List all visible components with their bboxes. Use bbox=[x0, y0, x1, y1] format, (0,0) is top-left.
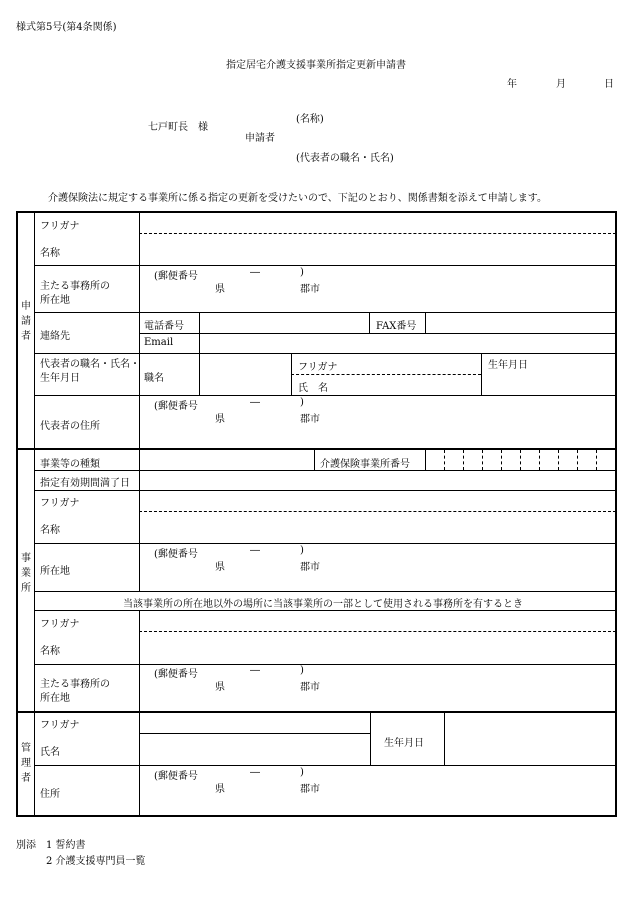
applicant-name-label: (名称) bbox=[296, 114, 324, 125]
office2-main-label-2: 所在地 bbox=[40, 693, 70, 704]
fax-label: FAX番号 bbox=[376, 321, 417, 332]
manager-postal-dash: ― bbox=[250, 767, 260, 778]
contact-label: 連絡先 bbox=[40, 331, 70, 342]
rep-postal-label: (郵便番号 bbox=[154, 401, 198, 412]
section-manager: 管 理 者 bbox=[21, 743, 31, 784]
office-furigana-label: フリガナ bbox=[40, 498, 80, 509]
rep-furigana-label: フリガナ bbox=[298, 362, 338, 373]
main-office-label-2: 所在地 bbox=[40, 295, 70, 306]
manager-prefecture-label: 県 bbox=[215, 784, 225, 795]
office2-prefecture-label: 県 bbox=[215, 682, 225, 693]
attachment-item-2: 2 介護支援専門員一覧 bbox=[46, 856, 146, 867]
office2-postal-dash: ― bbox=[250, 665, 260, 676]
rep-city-label: 郡市 bbox=[300, 414, 320, 425]
manager-address-label: 住所 bbox=[40, 789, 60, 800]
business-type-label: 事業等の種類 bbox=[40, 459, 100, 470]
office2-city-label: 郡市 bbox=[300, 682, 320, 693]
manager-furigana-label: フリガナ bbox=[40, 720, 80, 731]
email-label: Email bbox=[144, 337, 174, 348]
manager-postal-label: (郵便番号 bbox=[154, 771, 198, 782]
section-office: 事 業 所 bbox=[21, 553, 31, 594]
date-month-label: 月 bbox=[556, 79, 566, 90]
rep-info-label-1: 代表者の職名・氏名・ bbox=[40, 359, 140, 370]
rep-title-label: 職名 bbox=[144, 373, 164, 384]
other-office-note: 当該事業所の所在地以外の場所に当該事業所の一部として使用される事務所を有するとき bbox=[123, 599, 523, 610]
representative-label: (代表者の職名・氏名) bbox=[296, 153, 394, 164]
manager-city-label: 郡市 bbox=[300, 784, 320, 795]
office2-postal-label: (郵便番号 bbox=[154, 669, 198, 680]
office-name-label: 名称 bbox=[40, 525, 60, 536]
postal-dash: ― bbox=[250, 267, 260, 278]
manager-postal-close: ) bbox=[300, 767, 304, 778]
document-title: 指定居宅介護支援事業所指定更新申請書 bbox=[226, 60, 406, 71]
office-postal-close: ) bbox=[300, 545, 304, 556]
attachment-item-1: 1 誓約書 bbox=[46, 840, 86, 851]
date-day-label: 日 bbox=[604, 79, 614, 90]
rep-postal-dash: ― bbox=[250, 397, 260, 408]
city-label: 郡市 bbox=[300, 284, 320, 295]
intro-text: 介護保険法に規定する事業所に係る指定の更新を受けたいので、下記のとおり、関係書類を添えて申請します。 bbox=[48, 193, 547, 204]
office-prefecture-label: 県 bbox=[215, 562, 225, 573]
office-postal-label: (郵便番号 bbox=[154, 549, 198, 560]
rep-birth-label: 生年月日 bbox=[488, 360, 528, 371]
rep-prefecture-label: 県 bbox=[215, 414, 225, 425]
office2-postal-close: ) bbox=[300, 665, 304, 676]
attachments-label: 別添 bbox=[16, 840, 36, 851]
office-city-label: 郡市 bbox=[300, 562, 320, 573]
expiry-date-label: 指定有効期間満了日 bbox=[40, 478, 130, 489]
office2-name-label: 名称 bbox=[40, 646, 60, 657]
addressee: 七戸町長 様 bbox=[148, 122, 208, 133]
rep-postal-close: ) bbox=[300, 397, 304, 408]
office-location-label: 所在地 bbox=[40, 566, 70, 577]
phone-label: 電話番号 bbox=[144, 321, 184, 332]
rep-info-label-2: 生年月日 bbox=[40, 373, 80, 384]
date-year-label: 年 bbox=[507, 79, 517, 90]
section-applicant: 申 請 者 bbox=[21, 301, 31, 342]
prefecture-label: 県 bbox=[215, 284, 225, 295]
main-office-label-1: 主たる事務所の bbox=[40, 281, 110, 292]
applicant-name-field-label: 名称 bbox=[40, 248, 60, 259]
manager-birth-label: 生年月日 bbox=[384, 738, 424, 749]
rep-address-label: 代表者の住所 bbox=[40, 421, 100, 432]
office-postal-dash: ― bbox=[250, 545, 260, 556]
office2-main-label-1: 主たる事務所の bbox=[40, 679, 110, 690]
applicant-label: 申請者 bbox=[245, 133, 275, 144]
manager-name-label: 氏名 bbox=[40, 747, 60, 758]
applicant-furigana-label: フリガナ bbox=[40, 221, 80, 232]
postal-close: ) bbox=[300, 267, 304, 278]
form-number: 様式第5号(第4条関係) bbox=[16, 22, 117, 33]
postal-label: (郵便番号 bbox=[154, 271, 198, 282]
office2-furigana-label: フリガナ bbox=[40, 619, 80, 630]
rep-name-label: 氏 名 bbox=[298, 383, 328, 394]
insurance-number-label: 介護保険事業所番号 bbox=[320, 459, 410, 470]
